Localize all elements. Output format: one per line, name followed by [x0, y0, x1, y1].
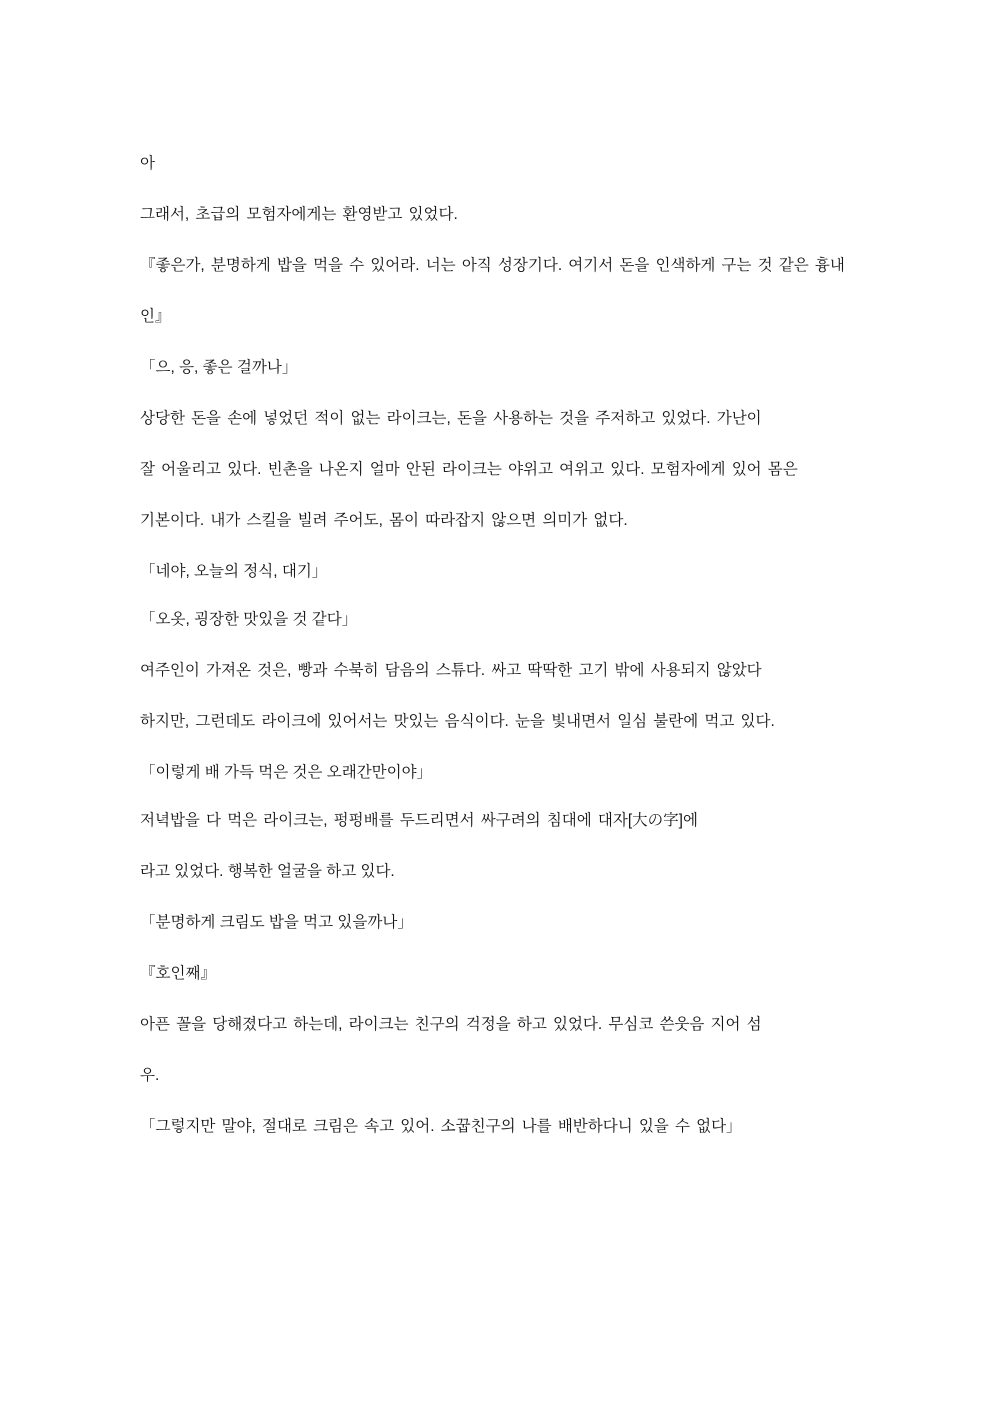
paragraph: 라고 있었다. 행복한 얼굴을 하고 있다.: [140, 863, 395, 881]
paragraph: 상당한 돈을 손에 넣었던 적이 없는 라이크는, 돈을 사용하는 것을 주저하고 있었다. 가난이: [140, 410, 762, 428]
paragraph: 「으, 응, 좋은 걸까나」: [140, 359, 298, 377]
paragraph: 인』: [140, 308, 171, 326]
paragraph: 하지만, 그런데도 라이크에 있어서는 맛있는 음식이다. 눈을 빛내면서 일심 불란에 먹고 있다.: [140, 713, 775, 731]
paragraph: 우.: [140, 1067, 160, 1085]
paragraph: 「이렇게 배 가득 먹은 것은 오래간만이야」: [140, 764, 433, 782]
paragraph: 『좋은가, 분명하게 밥을 먹을 수 있어라. 너는 아직 성장기다. 여기서 돈을 인색하게 구는 것 같은 흉내: [140, 257, 845, 275]
paragraph: 저녁밥을 다 먹은 라이크는, 펑펑배를 두드리면서 싸구려의 침대에 대자[大の字]에: [140, 812, 698, 830]
paragraph: 「오옷, 굉장한 맛있을 것 같다」: [140, 611, 358, 629]
paragraph: 「그렇지만 말야, 절대로 크림은 속고 있어. 소꿉친구의 나를 배반하다니 있을 수 없다」: [140, 1118, 742, 1136]
paragraph: 아픈 꼴을 당해졌다고 하는데, 라이크는 친구의 걱정을 하고 있었다. 무심코 쓴웃음 지어 섬: [140, 1016, 762, 1034]
paragraph: 「분명하게 크림도 밥을 먹고 있을까나」: [140, 914, 413, 932]
paragraph: 기본이다. 내가 스킬을 빌려 주어도, 몸이 따라잡지 않으면 의미가 없다.: [140, 512, 628, 530]
paragraph: 「네야, 오늘의 정식, 대기」: [140, 563, 328, 581]
paragraph: 그래서, 초급의 모험자에게는 환영받고 있었다.: [140, 206, 458, 224]
paragraph: 잘 어울리고 있다. 빈촌을 나온지 얼마 안된 라이크는 야위고 여위고 있다. 모험자에게 있어 몸은: [140, 461, 798, 479]
paragraph: 여주인이 가져온 것은, 빵과 수북히 담음의 스튜다. 싸고 딱딱한 고기 밖에 사용되지 않았다: [140, 662, 762, 680]
paragraph: 아: [140, 155, 155, 172]
paragraph: 『호인째』: [140, 965, 216, 983]
document-body: [140, 152, 852, 1139]
